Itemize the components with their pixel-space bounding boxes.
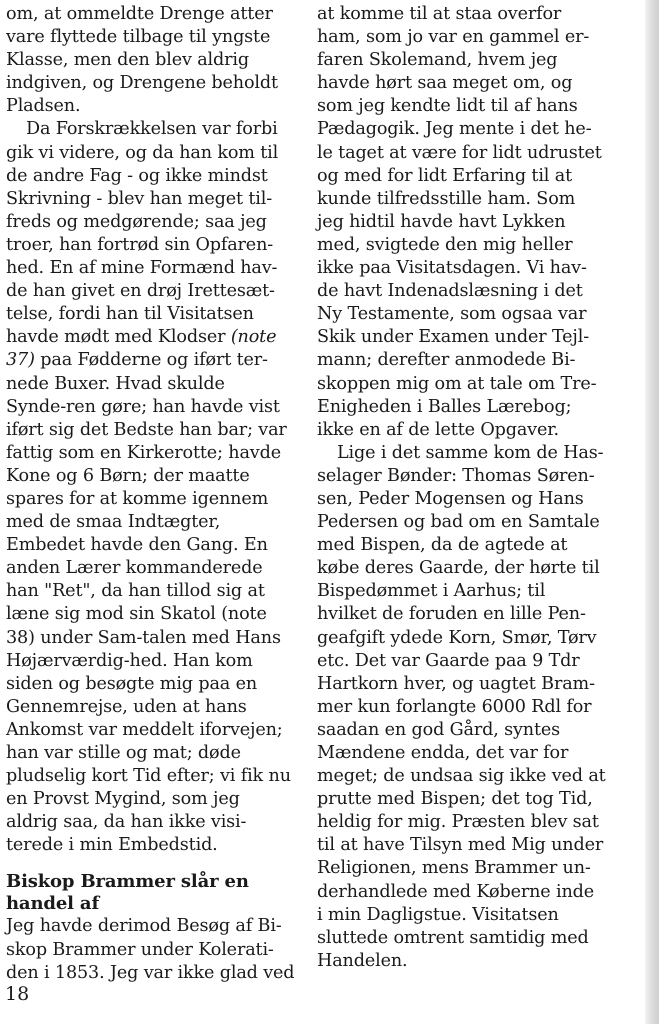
text-line: meget; de undsaa sig ikke ved at xyxy=(317,766,606,787)
paragraph xyxy=(317,442,627,973)
text-line: derhandlede med Køberne inde xyxy=(317,881,595,902)
text-line: læne sig mod sin Skatol (note xyxy=(6,604,267,625)
text-line: Religionen, mens Brammer un- xyxy=(317,858,591,879)
text-line: Skik under Examen under Tejl- xyxy=(317,327,590,348)
text-line: 38) under Sam-talen med Hans xyxy=(6,627,281,648)
text-line: Da Forskrækkelsen var forbi xyxy=(26,119,278,140)
text-line: med de smaa Indtægter, xyxy=(6,512,221,533)
note-reference: (note xyxy=(230,327,277,348)
text-line: jeg hidtil havde havt Lykken xyxy=(317,211,566,232)
text-line: mer kun forlangte 6000 Rdl for xyxy=(317,696,592,717)
text-line xyxy=(6,349,296,372)
text-line: med Bispen, da de agtede at xyxy=(317,535,568,556)
text-line: siden og besøgte mig paa en xyxy=(6,673,258,694)
paragraph xyxy=(6,3,296,118)
text-line: Synde-ren gøre; han havde vist xyxy=(6,396,280,417)
text-line: Mændene endda, det var for xyxy=(317,743,569,763)
text-line: mann; derefter anmodede Bi- xyxy=(317,350,576,371)
text-line: ikke paa Visitatsdagen. Vi hav- xyxy=(317,258,587,279)
text-line: aldrig saa, da han ikke visi- xyxy=(6,812,247,833)
text-line: anden Lærer kommanderede xyxy=(6,558,263,579)
text-line: indgiven, og Drengene beholdt xyxy=(6,73,278,94)
text-line: Pædagogik. Jeg mente i det he- xyxy=(317,119,592,140)
text-line: le taget at være for lidt udrustet xyxy=(317,142,602,163)
text-line: fattig som en Kirkerotte; havde xyxy=(6,442,281,463)
page-number: 18 xyxy=(5,983,30,1005)
text-line: Højærværdig-hed. Han kom xyxy=(6,650,253,671)
heading-line: handel af xyxy=(6,893,100,915)
text-line: sluttede omtrent samtidig med xyxy=(317,927,589,948)
text-line: de havt Indenadslæsning i det xyxy=(317,281,583,302)
text-line: vare flyttede tilbage til yngste xyxy=(6,27,271,48)
text-line: Enigheden i Balles Lærebog; xyxy=(317,396,572,417)
text-line: Embedet havde den Gang. En xyxy=(6,535,268,556)
text-line: en Provst Mygind, som jeg xyxy=(6,789,240,810)
text-line: Gennemrejse, uden at hans xyxy=(6,696,247,717)
text-line: Pedersen og bad om en Samtale xyxy=(317,512,600,533)
text-line: den i 1853. Jeg var ikke glad ved xyxy=(6,962,295,983)
text-line: geafgift ydede Korn, Smør, Tørv xyxy=(317,627,597,648)
text-line: ham, som jo var en gammel er- xyxy=(317,27,590,48)
text-line: Hartkorn hver, og uagtet Bram- xyxy=(317,673,595,694)
text-line: hed. En af mine Formænd hav- xyxy=(6,258,278,279)
text-line: i min Dagligstue. Visitatsen xyxy=(317,904,559,925)
text-line: købe deres Gaarde, der hørte til xyxy=(317,558,600,579)
paragraph xyxy=(6,915,296,984)
text-line: at komme til at staa overfor xyxy=(317,4,562,24)
text-line: som jeg kendte lidt til af hans xyxy=(317,96,578,117)
text-line: etc. Det var Gaarde paa 9 Tdr xyxy=(317,650,580,671)
text-line: til at have Tilsyn med Mig under xyxy=(317,835,604,856)
heading-line: Biskop Brammer slår en xyxy=(6,871,249,893)
paragraph xyxy=(6,118,296,857)
text-line: hvilket de foruden en lille Pen- xyxy=(317,604,586,625)
text-line: troer, han fortrød sin Opfaren- xyxy=(6,234,274,255)
text-line: de han givet en drøj Irettesæt- xyxy=(6,281,275,302)
text-line: pludselig kort Tid efter; vi fik nu xyxy=(6,766,291,787)
text-line: saadan en god Gård, syntes xyxy=(317,719,561,740)
text-line: Klasse, men den blev aldrig xyxy=(6,50,249,71)
text-line: og med for lidt Erfaring til at xyxy=(317,165,572,186)
text-line: de andre Fag - og ikke mindst xyxy=(6,165,268,186)
page-edge-shadow xyxy=(645,0,659,1024)
text-line: Skrivning - blev han meget til- xyxy=(6,188,273,209)
text-line: selager Bønder: Thomas Søren- xyxy=(317,465,595,486)
text-line: Ankomst var meddelt iforvejen; xyxy=(6,719,283,740)
text-line: iført sig det Bedste han bar; var xyxy=(6,419,287,440)
text-fragment: havde mødt med Klodser xyxy=(6,327,226,348)
text-line: Lige i det samme kom de Has- xyxy=(337,442,604,463)
text-line: telse, fordi han til Visitatsen xyxy=(6,304,254,325)
text-line: skoppen mig om at tale om Tre- xyxy=(317,373,597,394)
right-column xyxy=(317,3,627,973)
text-line: med, svigtede den mig heller xyxy=(317,234,573,255)
text-fragment: paa Fødderne og iført ter- xyxy=(40,350,268,371)
text-line: om, at ommeldte Drenge atter xyxy=(6,4,273,24)
text-line: terede i min Embedstid. xyxy=(6,835,218,856)
text-line: havde hørt saa meget om, og xyxy=(317,73,573,94)
text-line: ikke en af de lette Opgaver. xyxy=(317,419,559,440)
text-line: han "Ret", da han tillod sig at xyxy=(6,581,265,602)
text-line: han var stille og mat; døde xyxy=(6,743,241,763)
text-line: Bispedømmet i Aarhus; til xyxy=(317,581,546,602)
section-gap xyxy=(6,857,296,871)
text-line: spares for at komme igennem xyxy=(6,488,269,509)
text-line: freds og medgørende; saa jeg xyxy=(6,211,267,232)
text-line xyxy=(6,326,296,349)
text-line: sen, Peder Mogensen og Hans xyxy=(317,488,584,509)
text-line: gik vi videre, og da han kom til xyxy=(6,142,279,163)
text-line: Pladsen. xyxy=(6,96,81,117)
text-line: heldig for mig. Præsten blev sat xyxy=(317,812,599,833)
text-line: Ny Testamente, som ogsaa var xyxy=(317,304,587,325)
text-line: nede Buxer. Hvad skulde xyxy=(6,373,225,394)
text-line: prutte med Bispen; det tog Tid, xyxy=(317,789,593,810)
text-line: kunde tilfredsstille ham. Som xyxy=(317,188,576,209)
paragraph xyxy=(317,3,627,442)
text-line: Handelen. xyxy=(317,950,408,971)
section-heading xyxy=(6,871,296,915)
text-line: faren Skolemand, hvem jeg xyxy=(317,50,558,71)
text-line: Jeg havde derimod Besøg af Bi- xyxy=(6,916,282,937)
text-line: Kone og 6 Børn; der maatte xyxy=(6,465,250,486)
note-reference: 37) xyxy=(6,350,35,371)
text-line: skop Brammer under Kolerati- xyxy=(6,939,274,960)
left-column xyxy=(6,3,296,985)
